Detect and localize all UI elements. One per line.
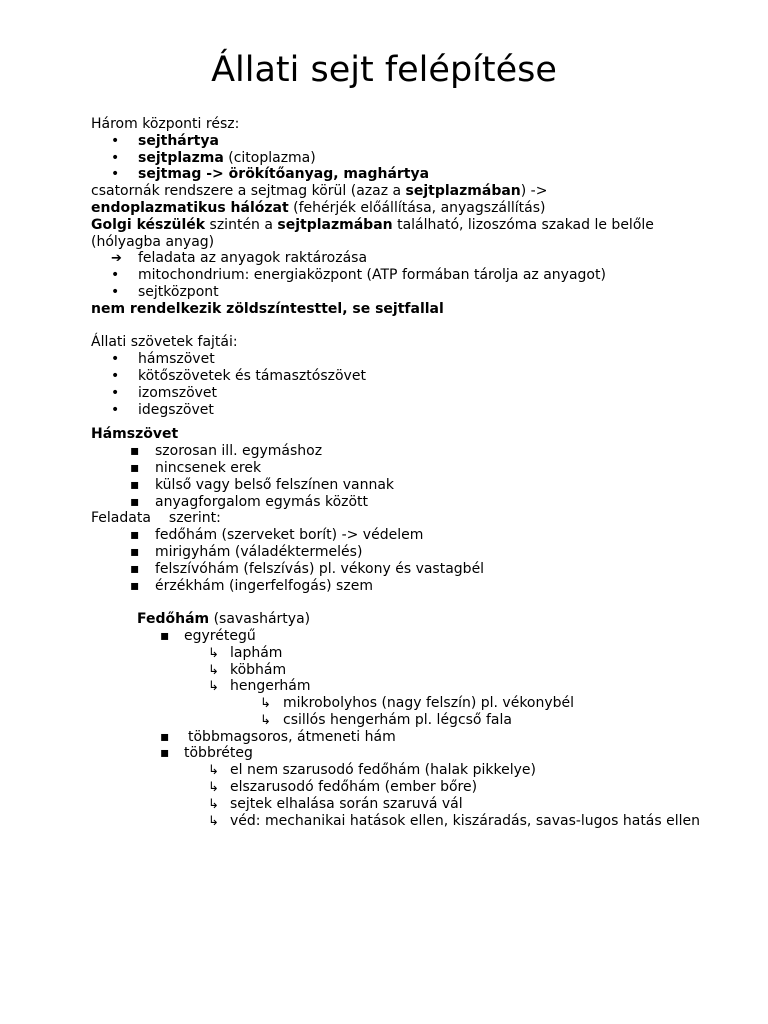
list-item: • sejtplazma (citoplazma) — [91, 150, 691, 167]
list-item: ▪ külső vagy belső felszínen vannak — [91, 477, 691, 494]
list-item: ↳ elszarusodó fedőhám (ember bőre) — [91, 779, 691, 796]
list-item: ▪ anyagforgalom egymás között — [91, 494, 691, 511]
list-item: • sejthártya — [91, 133, 691, 150]
tissue-types-heading: Állati szövetek fajtái: — [91, 334, 238, 351]
square-bullet-icon — [130, 578, 140, 595]
list-item: ▪ érzékhám (ingerfelfogás) szem — [91, 578, 691, 595]
bent-arrow-icon — [208, 779, 219, 797]
list-item: ▪ felszívóhám (felszívás) pl. vékony és vastagbél — [91, 561, 691, 578]
bent-arrow-icon — [208, 678, 219, 696]
list-item: • kötőszövetek és támasztószövet — [91, 368, 691, 385]
list-item: ▪ többréteg — [91, 745, 691, 762]
arrow-right-icon — [111, 250, 122, 268]
bent-arrow-icon — [208, 662, 219, 680]
list-item: ▪ mirigyhám (váladéktermelés) — [91, 544, 691, 561]
bullet-icon — [111, 402, 119, 419]
list-item: • sejtközpont — [91, 284, 691, 301]
square-bullet-icon — [130, 544, 140, 561]
square-bullet-icon — [130, 527, 140, 544]
list-item: ↳ laphám — [91, 645, 691, 662]
page-title: Állati sejt felépítése — [211, 50, 557, 90]
covering-epithelium-heading: Fedőhám (savashártya) — [137, 611, 311, 628]
bullet-icon — [111, 368, 119, 385]
bullet-icon — [111, 284, 119, 301]
list-item: • mitochondrium: energiaközpont (ATP formában tárolja az anyagot) — [91, 267, 691, 284]
list-item: ▪ fedőhám (szerveket borít) -> védelem — [91, 527, 691, 544]
bent-arrow-icon — [260, 695, 271, 713]
bent-arrow-icon — [208, 813, 219, 831]
list-item: ↳ sejtek elhalása során szaruvá vál — [91, 796, 691, 813]
square-bullet-icon — [160, 745, 170, 762]
list-item: ↳ hengerhám — [91, 678, 691, 695]
list-item: ↳ csillós hengerhám pl. légcső fala — [91, 712, 691, 729]
square-bullet-icon — [130, 460, 140, 477]
golgi-text: Golgi készülék szintén a sejtplazmában található, lizoszóma szakad le belőle (hólyagba anyag) — [91, 216, 654, 250]
cell-parts-heading: Három központi rész: — [91, 116, 240, 132]
closing-text: nem rendelkezik zöldszíntesttel, se sejtfallal — [91, 300, 444, 317]
epithelium-heading: Hámszövet — [91, 426, 179, 443]
canal-text: csatornák rendszere a sejtmag körül (azaz a sejtplazmában) -> — [91, 183, 548, 200]
bullet-icon — [111, 385, 119, 402]
list-item: • sejtmag -> örökítőanyag, maghártya — [91, 166, 691, 183]
list-item: ➔ feladata az anyagok raktározása — [91, 250, 691, 267]
bent-arrow-icon — [260, 712, 271, 730]
list-item: ▪ többmagsoros, átmeneti hám — [91, 729, 691, 746]
bullet-icon — [111, 150, 119, 167]
bent-arrow-icon — [208, 645, 219, 663]
task-heading: Feladata szerint: — [91, 510, 221, 527]
square-bullet-icon — [160, 628, 170, 645]
bullet-icon — [111, 267, 119, 284]
bent-arrow-icon — [208, 762, 219, 780]
er-text: endoplazmatikus hálózat (fehérjék előállítása, anyagszállítás) — [91, 199, 546, 216]
list-item: ↳ véd: mechanikai hatások ellen, kiszáradás, savas-lugos hatás ellen — [91, 813, 710, 830]
bullet-icon — [111, 351, 119, 368]
list-item: ↳ köbhám — [91, 662, 691, 679]
list-item: ▪ szorosan ill. egymáshoz — [91, 443, 691, 460]
list-item: ▪ nincsenek erek — [91, 460, 691, 477]
bullet-icon — [111, 166, 119, 183]
list-item: ▪ egyrétegű — [91, 628, 691, 645]
document-body — [91, 116, 701, 829]
list-item: • hámszövet — [91, 351, 691, 368]
square-bullet-icon — [130, 494, 140, 511]
square-bullet-icon — [130, 443, 140, 460]
square-bullet-icon — [160, 729, 170, 746]
square-bullet-icon — [130, 477, 140, 494]
list-item: ↳ el nem szarusodó fedőhám (halak pikkelye) — [91, 762, 691, 779]
list-item: • idegszövet — [91, 402, 691, 419]
bullet-icon — [111, 133, 119, 150]
square-bullet-icon — [130, 561, 140, 578]
list-item: • izomszövet — [91, 385, 691, 402]
bent-arrow-icon — [208, 796, 219, 814]
list-item: ↳ mikrobolyhos (nagy felszín) pl. vékonybél — [91, 695, 691, 712]
